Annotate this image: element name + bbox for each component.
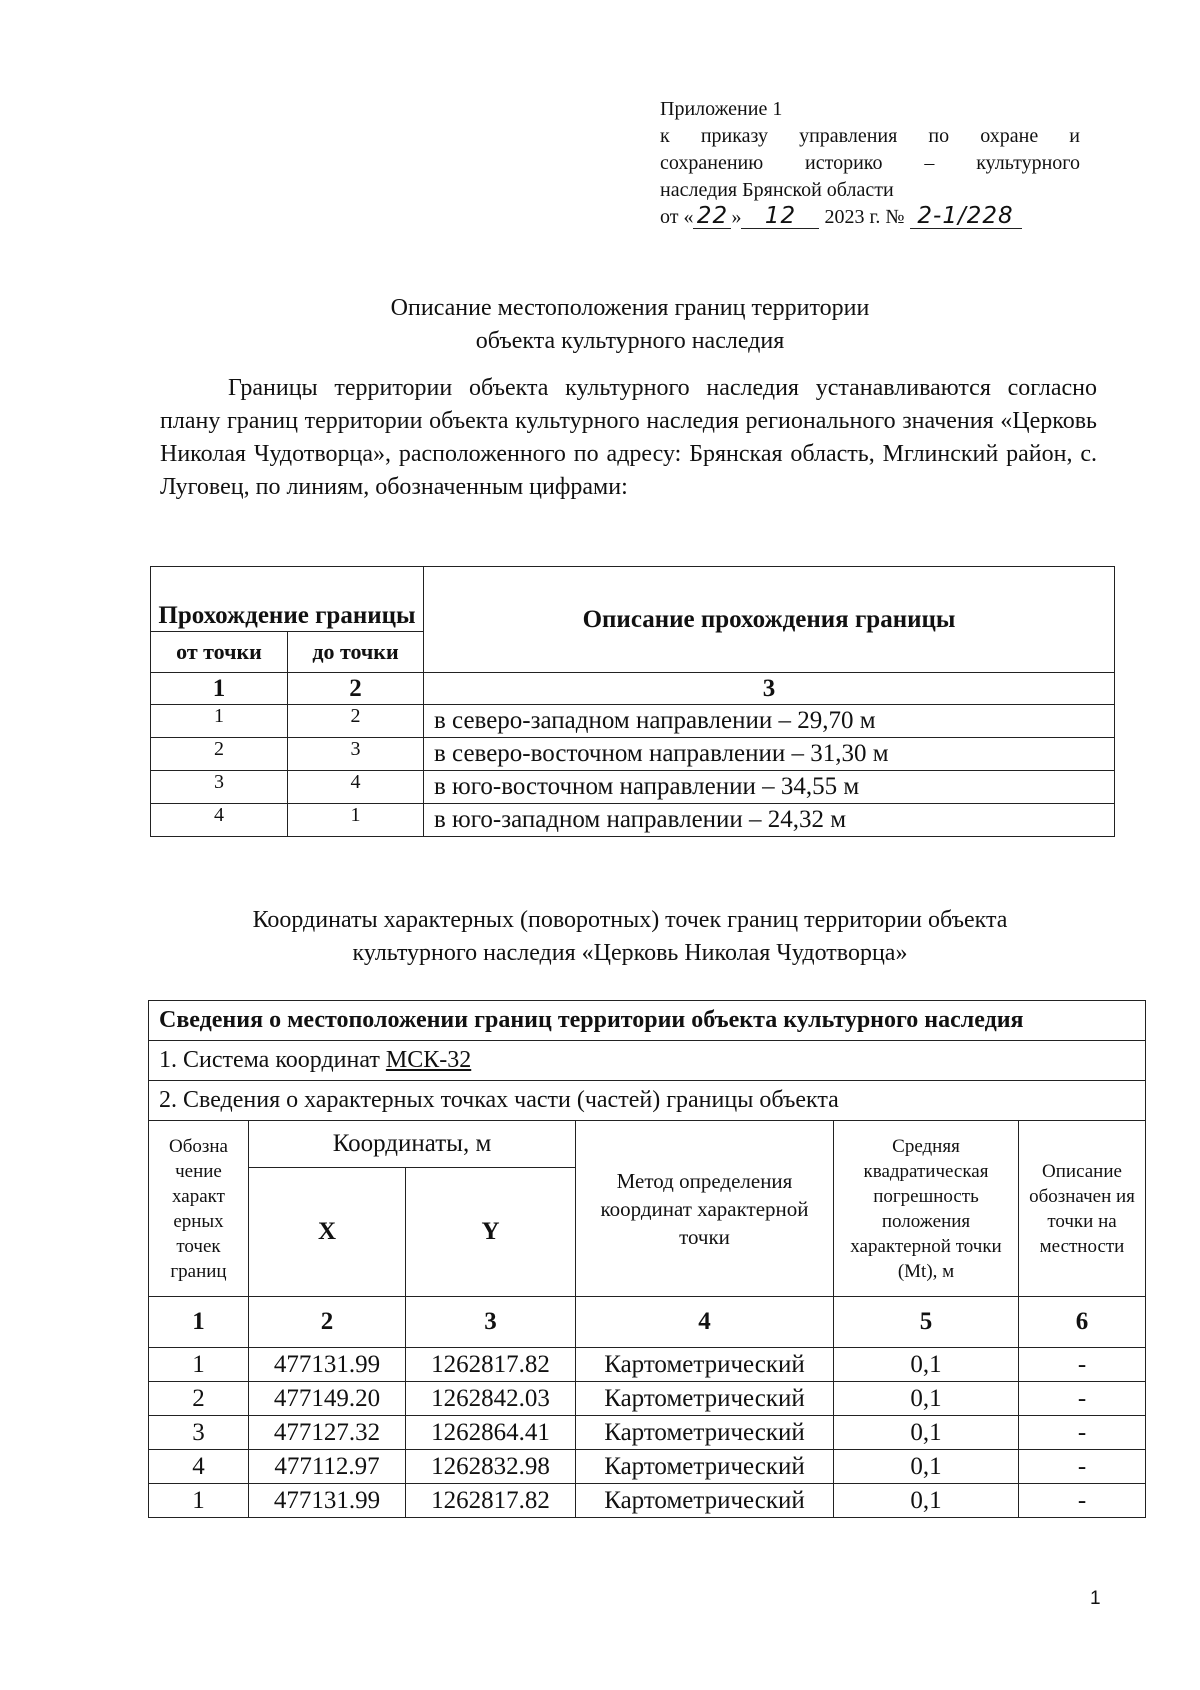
error: 0,1 [834,1382,1019,1416]
date-prefix: от « [660,206,694,228]
table-row [149,1484,1146,1518]
table-header: Сведения о местоположении границ территории объекта культурного наследия [149,1001,1146,1041]
method: Картометрический [576,1450,834,1484]
error: 0,1 [834,1416,1019,1450]
coord-x: 477149.20 [249,1382,406,1416]
coord-y: 1262832.98 [406,1450,576,1484]
order-number: 2-1/228 [910,204,1022,229]
coordinate-system-label: 1. Система координат [159,1047,386,1073]
order-date-line [660,204,1080,231]
title-line: Координаты характерных (поворотных) точек границ территории объекта [252,907,1008,933]
points-info: 2. Сведения о характерных точках части (частей) границы объекта [149,1081,1146,1121]
passage-description: в юго-восточном направлении – 34,55 м [424,771,1115,804]
col-number: 3 [406,1297,576,1348]
from-point: 4 [151,804,288,837]
point-description: - [1019,1382,1146,1416]
table-row [151,804,1115,837]
col-method: Метод определения координат характерной точки [576,1121,834,1297]
from-point: 3 [151,771,288,804]
coord-y: 1262864.41 [406,1416,576,1450]
col-number: 2 [249,1297,406,1348]
to-point: 1 [288,804,424,837]
error: 0,1 [834,1348,1019,1382]
method: Картометрический [576,1382,834,1416]
col-designation: Обозна чение характ ерных точек границ [149,1121,249,1297]
appendix-line: наследия Брянской области [660,179,894,201]
table-row [149,1416,1146,1450]
header-passage: Прохождение границы [151,567,424,632]
col-number: 5 [834,1297,1019,1348]
point-number: 3 [149,1416,249,1450]
col-description: Описание обозначен ия точки на местности [1019,1121,1146,1297]
to-point: 4 [288,771,424,804]
title-line: Описание местоположения границ территории [390,295,870,321]
col-y: Y [406,1168,576,1297]
coord-y: 1262817.82 [406,1348,576,1382]
table-row [151,738,1115,771]
col-number: 2 [288,673,424,705]
coord-x: 477112.97 [249,1450,406,1484]
title-line: объекта культурного наследия [475,328,785,354]
order-month: 12 [741,204,819,229]
coordinates-table [148,1000,1146,1518]
col-number: 1 [151,673,288,705]
from-point: 2 [151,738,288,771]
title-line: культурного наследия «Церковь Николая Чудотворца» [352,940,908,966]
appendix-block [660,96,1080,231]
table-row [151,705,1115,738]
table-row [149,1382,1146,1416]
coordinate-system-value: МСК-32 [385,1047,472,1073]
method: Картометрический [576,1484,834,1518]
col-error: Средняя квадратическая погрешность положения характерной точки (Mt), м [834,1121,1019,1297]
point-number: 2 [149,1382,249,1416]
passage-description: в юго-западном направлении – 24,32 м [424,804,1115,837]
coord-x: 477131.99 [249,1484,406,1518]
to-point: 2 [288,705,424,738]
appendix-line: к приказу управления по охране и [660,125,1080,147]
coord-x: 477127.32 [249,1416,406,1450]
header-from-point: от точки [151,632,288,673]
appendix-title: Приложение 1 [660,98,783,120]
header-description: Описание прохождения границы [424,567,1115,673]
error: 0,1 [834,1484,1019,1518]
col-number: 3 [424,673,1115,705]
col-number: 6 [1019,1297,1146,1348]
page-number: 1 [1090,1588,1101,1609]
passage-description: в северо-западном направлении – 29,70 м [424,705,1115,738]
col-coordinates: Координаты, м [249,1121,576,1168]
passage-description: в северо-восточном направлении – 31,30 м [424,738,1115,771]
point-description: - [1019,1484,1146,1518]
coord-x: 477131.99 [249,1348,406,1382]
point-description: - [1019,1450,1146,1484]
point-description: - [1019,1416,1146,1450]
coord-y: 1262817.82 [406,1484,576,1518]
point-number: 4 [149,1450,249,1484]
point-description: - [1019,1348,1146,1382]
table-row [149,1348,1146,1382]
section-title-boundaries [0,292,1200,358]
order-day: 22 [693,204,731,229]
method: Картометрический [576,1416,834,1450]
intro-paragraph: Границы территории объекта культурного наследия устанавливаются согласно плану границ территории объекта культурного наследия регионального значения «Церковь Николая Чудотворца», расположенного по адресу: Брянская область, Мглинский район, с. Луговец, по линиям, обозначенным цифрами: [160,375,1097,500]
col-number: 1 [149,1297,249,1348]
date-mid: » [731,206,742,228]
coord-y: 1262842.03 [406,1382,576,1416]
coordinate-system [149,1041,1146,1081]
error: 0,1 [834,1450,1019,1484]
col-number: 4 [576,1297,834,1348]
section-title-coordinates [100,904,1160,970]
point-number: 1 [149,1484,249,1518]
boundary-passage-table [150,566,1115,837]
order-year: 2023 г. № [824,206,905,228]
from-point: 1 [151,705,288,738]
to-point: 3 [288,738,424,771]
appendix-line: сохранению историко – культурного [660,152,1080,174]
table-row [149,1450,1146,1484]
point-number: 1 [149,1348,249,1382]
header-to-point: до точки [288,632,424,673]
col-x: X [249,1168,406,1297]
method: Картометрический [576,1348,834,1382]
table-row [151,771,1115,804]
